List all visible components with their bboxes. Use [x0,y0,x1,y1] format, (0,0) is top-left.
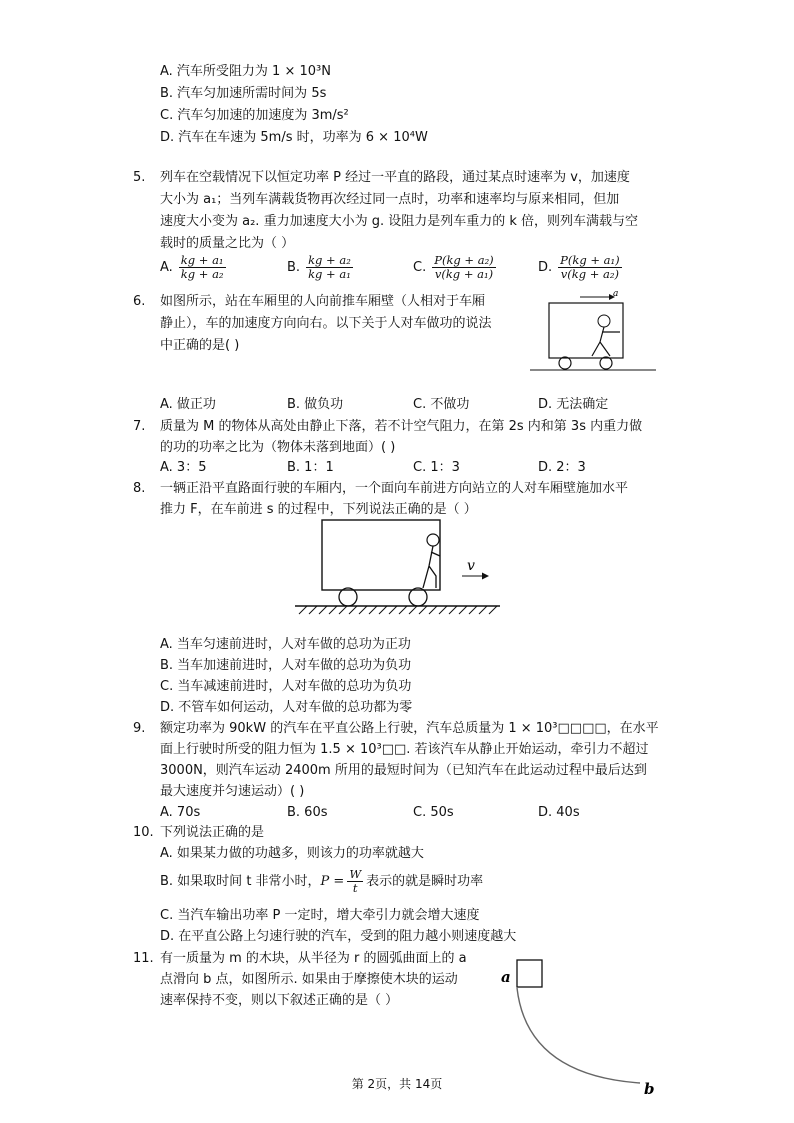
q10-option-d: D. 在平直公路上匀速行驶的汽车，受到的阻力越小则速度越大 [160,929,517,944]
q8-wheel-left [339,588,357,606]
q8-option-c: C. 当车减速前进时，人对车做的总功为负功 [160,679,412,694]
q9-option-d: D. 40s [538,805,580,820]
q10-option-a: A. 如果某力做的功越多，则该力的功率就越大 [160,846,424,861]
q6-option-d: D. 无法确定 [538,397,609,412]
q5-line-2: 大小为 a₁；当列车满载货物再次经过同一点时，功率和速率均与原来相同，但加 [160,192,620,207]
q6-option-b: B. 做负功 [287,397,344,412]
q4-option-d: D. 汽车在车速为 5m/s 时，功率为 6 × 10⁴W [160,130,428,145]
q6-wheel-left [559,357,571,369]
q10-number: 10. [133,825,154,840]
q5-option-b: B. $\frac{\text{kg + a₂}}{\text{kg + a₁}}$ [287,253,351,281]
q11-arc-surface [517,988,640,1083]
q8-wheel-right [409,588,427,606]
q8-option-b: B. 当车加速前进时，人对车做的总功为负功 [160,658,412,673]
q11-point-a-label: a [501,968,511,986]
q6-line-3: 中正确的是( ) [160,338,240,353]
q10-option-c: C. 当汽车输出功率 P 一定时，增大牵引力就会增大速度 [160,908,480,923]
q5-option-d: D. $\frac{\text{P(kg + a₁)}}{\text{v(kg + a₂)}}$ [538,253,620,281]
q4-option-a: A. 汽车所受阻力为 1 × 10³N [160,64,331,79]
q8-velocity-label: v [467,558,475,574]
q8-option-d: D. 不管车如何运动，人对车做的总功都为零 [160,700,413,715]
q5-line-1: 列车在空载情况下以恒定功率 P 经过一平直的路段，通过某点时速率为 v，加速度 [160,170,630,185]
q6-option-a: A. 做正功 [160,397,216,412]
q6-person-body [592,327,620,356]
q8-line-1: 一辆正沿平直路面行驶的车厢内，一个面向车前进方向站立的人对车厢壁施加水平 [160,481,629,496]
q4-option-c: C. 汽车匀加速的加速度为 3m/s² [160,108,349,123]
q6-person-head [598,315,610,327]
q9-option-c: C. 50s [413,805,454,820]
q7-option-b: B. 1：1 [287,460,334,475]
q5-number: 5. [133,170,146,185]
q5-line-3: 速度大小变为 a₂. 重力加速度大小为 g. 设阻力是列车重力的 k 倍，则列车满载与空 [160,214,639,229]
q6-wheel-right [600,357,612,369]
q6-figure-cart [530,286,660,378]
q5-option-a: A. $\frac{\text{kg + a₁}}{\text{kg + a₂}}$ [160,253,224,281]
q9-line-2: 面上行驶时所受的阻力恒为 1.5 × 10³□□. 若该汽车从静止开始运动，牵引力不超过 [160,742,649,757]
q6-line-2: 静止），车的加速度方向向右。以下关于人对车做功的说法 [160,316,492,331]
q10-option-b: B. 如果取时间 t 非常小时，P = $\frac{W}{t}$ 表示的就是瞬时功率 [160,867,484,895]
q7-option-a: A. 3：5 [160,460,207,475]
q11-point-b-label: b [644,1080,655,1098]
q7-line-1: 质量为 M 的物体从高处由静止下落，若不计空气阻力，在第 2s 内和第 3s 内重力做 [160,419,643,434]
q9-option-a: A. 70s [160,805,201,820]
q9-line-4: 最大速度并匀速运动）( ) [160,784,305,799]
q7-number: 7. [133,419,146,434]
q11-block [517,960,542,987]
q11-line-1: 有一质量为 m 的木块，从半径为 r 的圆弧曲面上的 a [160,951,467,966]
q11-number: 11. [133,951,154,966]
q10-title: 下列说法正确的是 [160,825,265,840]
q8-truck-body [322,520,440,590]
q6-acceleration-label: a [613,289,619,299]
q8-line-2: 推力 F，在车前进 s 的过程中，下列说法正确的是（ ） [160,502,477,517]
q11-line-3: 速率保持不变，则以下叙述正确的是（ ） [160,993,399,1008]
q6-option-c: C. 不做功 [413,397,470,412]
q9-line-3: 3000N，则汽车运动 2400m 所用的最短时间为（已知汽车在此运动过程中最后达到 [160,763,647,778]
q9-option-b: B. 60s [287,805,328,820]
q11-line-2: 点滑向 b 点，如图所示. 如果由于摩擦使木块的运动 [160,972,458,987]
q4-option-b: B. 汽车匀加速所需时间为 5s [160,86,327,101]
page-footer: 第 2页，共 14页 [351,1077,443,1091]
q7-line-2: 的功的功率之比为（物体未落到地面）( ) [160,440,396,455]
q6-cart-body [549,303,623,358]
q5-option-c: C. $\frac{\text{P(kg + a₂)}}{\text{v(kg + a₁)}}$ [413,253,494,281]
q5-line-4: 载时的质量之比为（ ） [160,236,295,251]
q8-option-a: A. 当车匀速前进时，人对车做的总功为正功 [160,637,411,652]
q7-option-c: C. 1：3 [413,460,460,475]
q9-number: 9. [133,721,146,736]
q7-option-d: D. 2：3 [538,460,586,475]
q8-person-body [423,546,440,588]
q6-number: 6. [133,294,146,309]
q8-number: 8. [133,481,146,496]
q6-line-1: 如图所示，站在车厢里的人向前推车厢壁（人相对于车厢 [160,294,486,309]
q8-figure-truck [295,518,510,618]
q9-line-1: 额定功率为 90kW 的汽车在平直公路上行驶，汽车总质量为 1 × 10³□□□□，在水平 [160,721,659,736]
q8-ground-hatching [299,606,497,614]
q8-person-head [427,534,439,546]
